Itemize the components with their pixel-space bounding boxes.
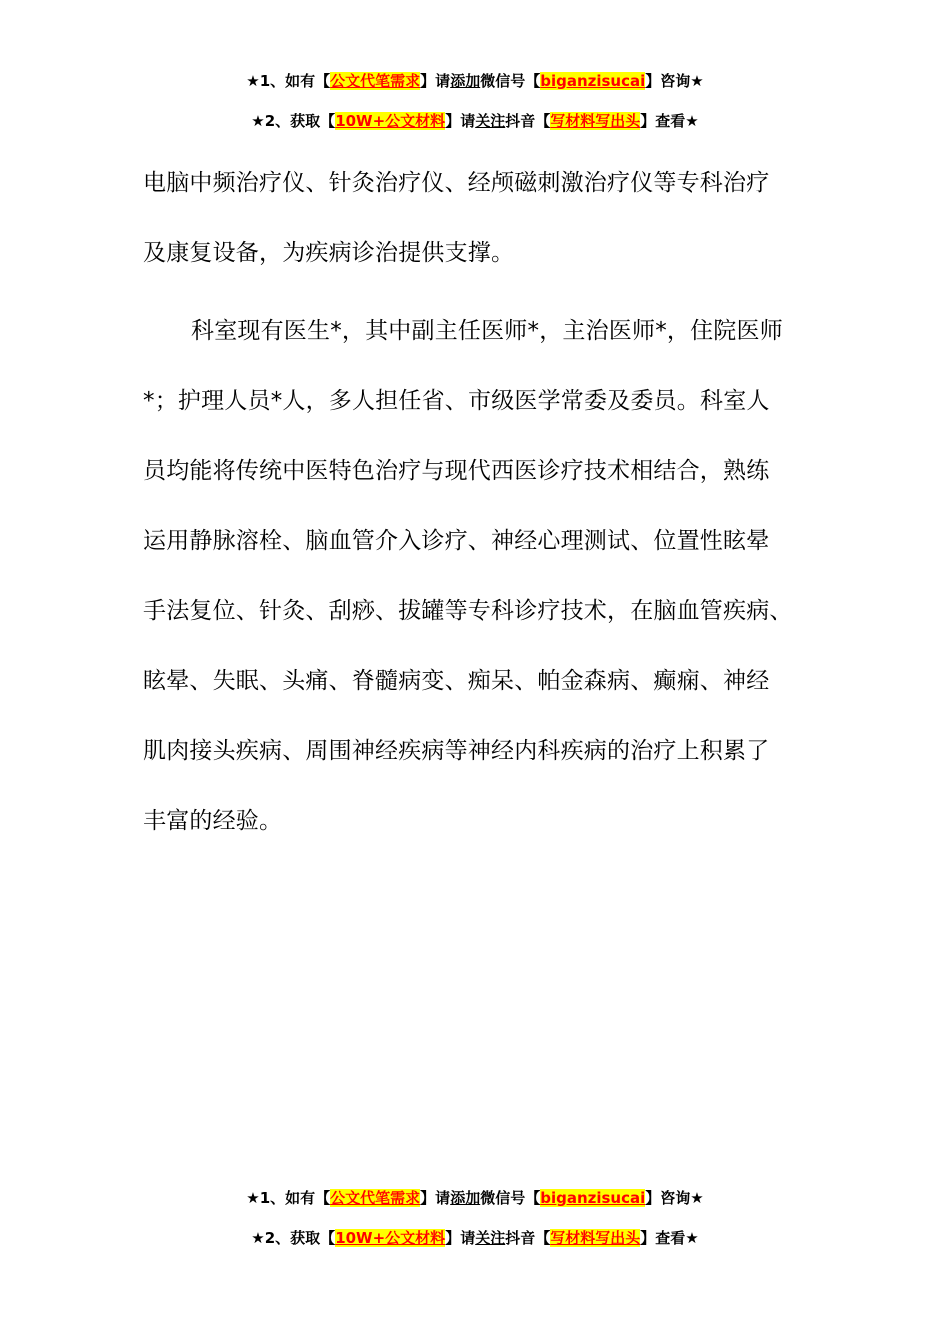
text-line: 手法复位、针灸、刮痧、拔罐等专科诊疗技术，在脑血管疾病、 — [143, 598, 793, 624]
add-emphasis: 添加 — [450, 1189, 481, 1207]
paragraph-equipment — [143, 148, 833, 288]
banner-line-1: ★1、如有【公文代笔需求】请添加微信号【biganzisucai】咨询★ — [246, 72, 704, 90]
douyin-id: 写材料写出头 — [550, 1229, 641, 1247]
text-line: 眩晕、失眠、头痛、脊髓病变、痴呆、帕金森病、癫痫、神经 — [143, 668, 770, 694]
banner-line-2: ★2、获取【10W+公文材料】请关注抖音【写材料写出头】查看★ — [251, 112, 699, 130]
footer-banner — [0, 1188, 950, 1248]
text-line: 及康复设备，为疾病诊治提供支撑。 — [143, 240, 515, 266]
materials-highlight: 10W+公文材料 — [335, 112, 446, 130]
text-line: 运用静脉溶栓、脑血管介入诊疗、神经心理测试、位置性眩晕 — [143, 528, 770, 554]
text-line: *；护理人员*人，多人担任省、市级医学常委及委员。科室人 — [143, 388, 770, 414]
follow-emphasis: 关注 — [475, 1229, 506, 1247]
text-line: 电脑中频治疗仪、针灸治疗仪、经颅磁刺激治疗仪等专科治疗 — [143, 170, 770, 196]
service-highlight: 公文代笔需求 — [330, 72, 421, 90]
text-line: 肌肉接头疾病、周围神经疾病等神经内科疾病的治疗上积累了 — [143, 738, 770, 764]
wechat-id: biganzisucai — [540, 72, 646, 90]
materials-highlight: 10W+公文材料 — [335, 1229, 446, 1247]
add-emphasis: 添加 — [450, 72, 481, 90]
header-banner — [0, 71, 950, 131]
service-highlight: 公文代笔需求 — [330, 1189, 421, 1207]
text-line: 丰富的经验。 — [143, 808, 283, 834]
follow-emphasis: 关注 — [475, 112, 506, 130]
paragraph-staff — [143, 296, 833, 856]
wechat-id: biganzisucai — [540, 1189, 646, 1207]
douyin-id: 写材料写出头 — [550, 112, 641, 130]
text-line: 科室现有医生*，其中副主任医师*，主治医师*，住院医师 — [191, 318, 783, 344]
banner-line-1: ★1、如有【公文代笔需求】请添加微信号【biganzisucai】咨询★ — [246, 1189, 704, 1207]
banner-line-2: ★2、获取【10W+公文材料】请关注抖音【写材料写出头】查看★ — [251, 1229, 699, 1247]
text-line: 员均能将传统中医特色治疗与现代西医诊疗技术相结合，熟练 — [143, 458, 770, 484]
